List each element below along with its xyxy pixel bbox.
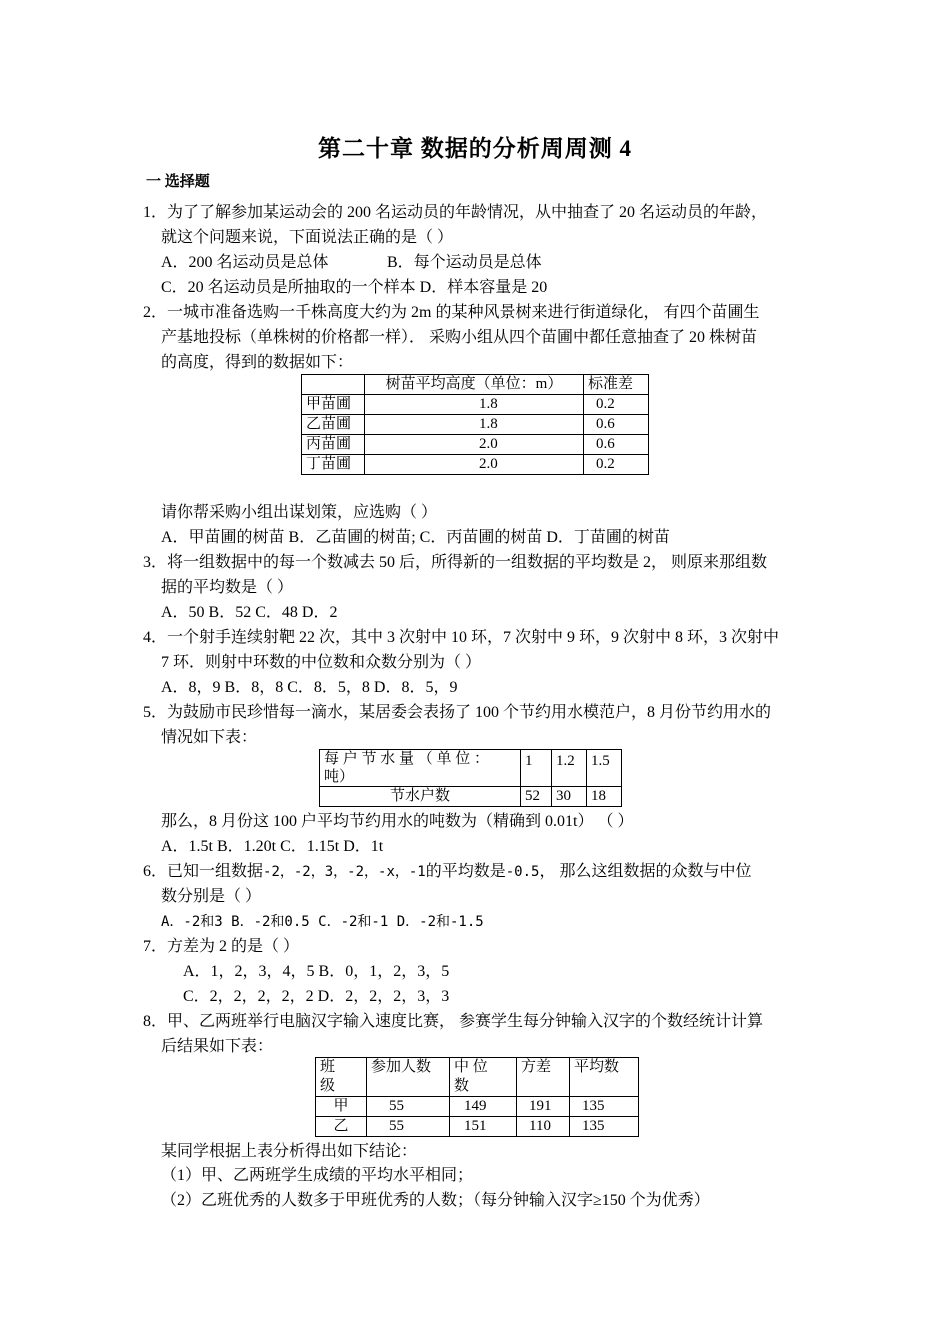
table-cell: 55 bbox=[367, 1117, 450, 1137]
table-cell: 135 bbox=[570, 1097, 639, 1117]
table-cell: 丙苗圃 bbox=[302, 435, 365, 455]
q2-table bbox=[301, 374, 649, 475]
table-cell-text: 数 bbox=[454, 1078, 470, 1094]
q2-ask: 请你帮采购小组出谋划策，应选购（ ） bbox=[161, 504, 438, 521]
q6-options: A．-2和3 B．-2和0.5 C．-2和-1 D．-2和-1.5 bbox=[161, 914, 484, 930]
table-cell: 乙 bbox=[316, 1117, 367, 1137]
q6-stem-line1 bbox=[143, 862, 751, 882]
q8-conclusion-intro: 某同学根据上表分析得出如下结论： bbox=[161, 1143, 418, 1160]
q6-data-list: -2，-2，3，-2，-x，-1 bbox=[263, 864, 426, 880]
table-cell: 191 bbox=[517, 1097, 570, 1117]
table-cell: 方差 bbox=[517, 1058, 570, 1097]
table-cell: 18 bbox=[587, 787, 622, 807]
table-row bbox=[320, 787, 622, 807]
q1-stem-line1: 1．为了了解参加某运动会的 200 名运动员的年龄情况，从中抽查了 20 名运动员的年龄， bbox=[143, 204, 768, 221]
table-cell-text: 每 户 节 水 量 （ 单 位 ： bbox=[324, 751, 490, 767]
page-title: 第二十章 数据的分析周周测 4 bbox=[318, 136, 632, 161]
q3-stem-line2: 据的平均数是（ ） bbox=[161, 579, 294, 596]
q2-stem-line2: 产基地投标（单株树的价格都一样）． 采购小组从四个苗圃中都任意抽查了 20 株树苗 bbox=[161, 329, 758, 346]
table-cell: 1.8 bbox=[365, 415, 584, 435]
table-row bbox=[316, 1097, 639, 1117]
table-cell: 1.5 bbox=[587, 750, 622, 787]
q6-mean: -0.5 bbox=[505, 864, 540, 880]
table-cell: 参加人数 bbox=[367, 1058, 450, 1097]
table-cell: 151 bbox=[450, 1117, 517, 1137]
q3-stem-line1: 3．将一组数据中的每一个数减去 50 后，所得新的一组数据的平均数是 2， 则原来那组数 bbox=[143, 554, 768, 571]
q6-text-b: 的平均数是 bbox=[425, 863, 506, 880]
q5-options: A．1.5t B．1.20t C．1.15t D．1t bbox=[161, 838, 384, 855]
q4-stem-line2: 7 环．则射中环数的中位数和众数分别为（ ） bbox=[161, 654, 482, 671]
table-cell bbox=[450, 1058, 517, 1097]
table-cell: 甲苗圃 bbox=[302, 395, 365, 415]
q1-stem-line2: 就这个问题来说，下面说法正确的是（ ） bbox=[161, 229, 454, 246]
table-row bbox=[302, 415, 649, 435]
table-cell: 树苗平均高度（单位：m） bbox=[365, 375, 584, 395]
table-cell bbox=[316, 1058, 367, 1097]
table-cell: 丁苗圃 bbox=[302, 455, 365, 475]
q8-stem-line1: 8．甲、乙两班举行电脑汉字输入速度比赛， 参赛学生每分钟输入汉字的个数经统计计算 bbox=[143, 1013, 764, 1030]
table-cell-text: 班 bbox=[320, 1059, 336, 1075]
table-cell: 标准差 bbox=[584, 375, 649, 395]
table-header-row bbox=[316, 1058, 639, 1097]
table-cell: 平均数 bbox=[570, 1058, 639, 1097]
section-title: 一 选择题 bbox=[146, 174, 210, 190]
q2-stem-line1: 2．一城市准备选购一千株高度大约为 2m 的某种风景树来进行街道绿化， 有四个苗圃生 bbox=[143, 304, 760, 321]
q7-options-ab: A．1，2，3，4，5 B．0，1，2，3，5 bbox=[183, 963, 450, 980]
table-cell: 0.2 bbox=[584, 455, 649, 475]
q5-ask: 那么，8 月份这 100 户平均节约用水的吨数为（精确到 0.01t） （ ） bbox=[161, 813, 634, 830]
table-cell: 149 bbox=[450, 1097, 517, 1117]
q2-options: A．甲苗圃的树苗 B．乙苗圃的树苗; C．丙苗圃的树苗 D．丁苗圃的树苗 bbox=[161, 529, 670, 546]
table-cell: 乙苗圃 bbox=[302, 415, 365, 435]
table-cell: 1.8 bbox=[365, 395, 584, 415]
table-cell: 0.6 bbox=[584, 435, 649, 455]
q5-table bbox=[319, 749, 622, 807]
q5-stem-line2: 情况如下表： bbox=[161, 729, 258, 746]
q7-options-cd: C．2，2，2，2，2 D．2，2，2，3，3 bbox=[183, 988, 450, 1005]
q8-conclusion-2: （2）乙班优秀的人数多于甲班优秀的人数；（每分钟输入汉字≥150 个为优秀） bbox=[161, 1192, 710, 1209]
table-cell-text: 吨） bbox=[324, 769, 355, 785]
q7-stem-line1: 7．方差为 2 的是（ ） bbox=[143, 938, 300, 955]
table-cell: 甲 bbox=[316, 1097, 367, 1117]
q4-options: A．8，9 B．8，8 C．8．5，8 D．8．5，9 bbox=[161, 679, 458, 696]
table-cell: 0.6 bbox=[584, 415, 649, 435]
q6-text-a: 6．已知一组数据 bbox=[143, 863, 264, 880]
table-row bbox=[316, 1117, 639, 1137]
q1-option-cd: C．20 名运动员是所抽取的一个样本 D．样本容量是 20 bbox=[161, 279, 548, 296]
table-cell: 2.0 bbox=[365, 435, 584, 455]
table-cell: 110 bbox=[517, 1117, 570, 1137]
q1-option-b: B．每个运动员是总体 bbox=[387, 254, 542, 271]
table-cell: 0.2 bbox=[584, 395, 649, 415]
q8-table bbox=[315, 1057, 639, 1137]
q3-options: A．50 B．52 C．48 D．2 bbox=[161, 604, 338, 621]
table-cell: 节水户数 bbox=[320, 787, 521, 807]
table-row bbox=[302, 435, 649, 455]
q8-stem-line2: 后结果如下表： bbox=[161, 1038, 274, 1055]
table-row bbox=[320, 750, 622, 787]
table-cell: 1 bbox=[521, 750, 552, 787]
q6-text-c: ， 那么这组数据的众数与中位 bbox=[539, 863, 752, 880]
table-cell bbox=[302, 375, 365, 395]
q8-conclusion-1: （1）甲、乙两班学生成绩的平均水平相同； bbox=[161, 1167, 474, 1184]
table-cell bbox=[320, 750, 521, 787]
table-cell: 55 bbox=[367, 1097, 450, 1117]
table-cell: 30 bbox=[552, 787, 587, 807]
table-cell: 52 bbox=[521, 787, 552, 807]
table-cell-text: 级 bbox=[320, 1078, 336, 1094]
q1-option-a: A．200 名运动员是总体 bbox=[161, 254, 329, 271]
q6-stem-line2: 数分别是（ ） bbox=[161, 888, 262, 905]
table-row bbox=[302, 395, 649, 415]
table-cell: 1.2 bbox=[552, 750, 587, 787]
table-cell: 135 bbox=[570, 1117, 639, 1137]
q4-stem-line1: 4．一个射手连续射靶 22 次，其中 3 次射中 10 环，7 次射中 9 环，9 次射中 8 环，3 次射中 bbox=[143, 629, 780, 646]
table-row bbox=[302, 455, 649, 475]
q2-stem-line3: 的高度，得到的数据如下： bbox=[161, 354, 354, 371]
table-header-row bbox=[302, 375, 649, 395]
q5-stem-line1: 5．为鼓励市民珍惜每一滴水，某居委会表扬了 100 个节约用水模范户，8 月份节约用水的 bbox=[143, 704, 772, 721]
table-cell-text: 中 位 bbox=[454, 1059, 488, 1075]
table-cell: 2.0 bbox=[365, 455, 584, 475]
